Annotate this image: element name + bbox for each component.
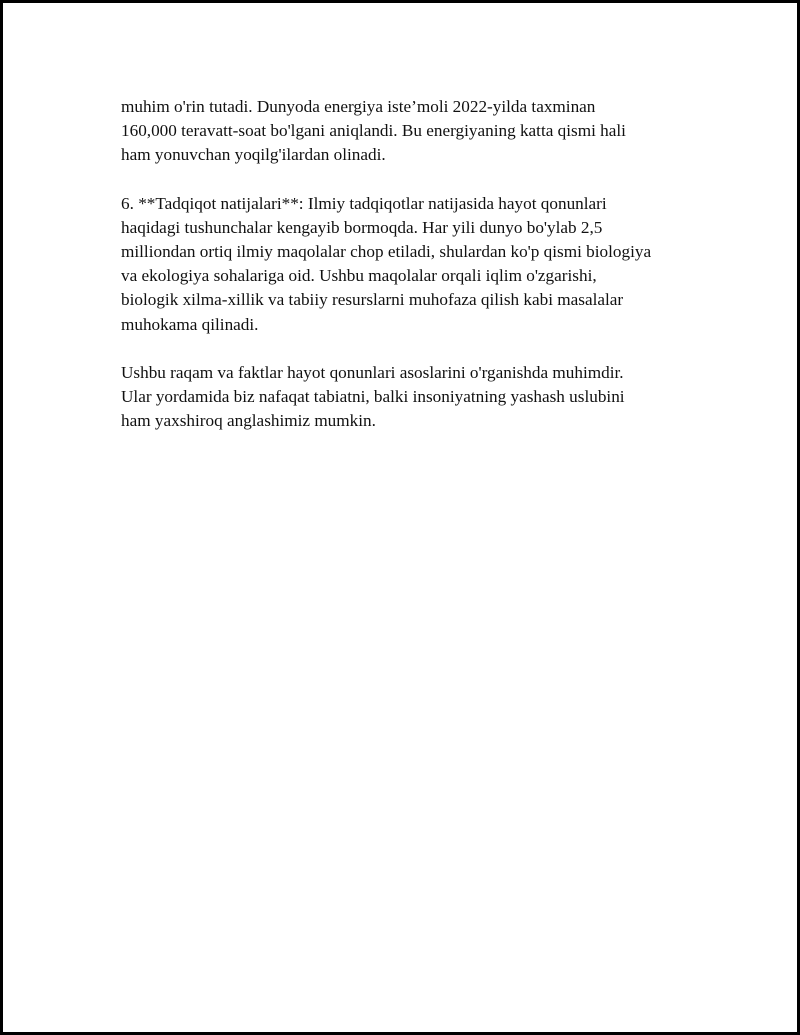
paragraph-conclusion [121,361,711,434]
text-line: 6. **Tadqiqot natijalari**: Ilmiy tadqiqotlar natijasida hayot qonunlari [121,193,607,213]
paragraph-research-results [121,192,711,337]
text-line: 160,000 teravatt-soat bo'lgani aniqlandi. Bu energiyaning katta qismi hali [121,121,626,141]
text-line: biologik xilma-xillik va tabiiy resurslarni muhofaza qilish kabi masalalar [121,290,624,310]
text-line: ham yonuvchan yoqilg'ilardan olinadi. [121,145,386,165]
text-line: milliondan ortiq ilmiy maqolalar chop etiladi, shulardan ko'p qismi biologiya [121,242,652,262]
text-line: ham yaxshiroq anglashimiz mumkin. [121,411,376,431]
text-line: Ular yordamida biz nafaqat tabiatni, balki insoniyatning yashash uslubini [121,387,625,407]
text-line: haqidagi tushunchalar kengayib bormoqda. Har yili dunyo bo'ylab 2,5 [121,217,603,237]
text-line: muhokama qilinadi. [121,314,259,334]
document-body [121,95,711,457]
text-line: Ushbu raqam va faktlar hayot qonunlari asoslarini o'rganishda muhimdir. [121,362,624,382]
paragraph-energy [121,95,711,168]
text-line: va ekologiya sohalariga oid. Ushbu maqolalar orqali iqlim o'zgarishi, [121,266,597,286]
text-line: muhim o'rin tutadi. Dunyoda energiya iste’moli 2022-yilda taxminan [121,97,596,116]
